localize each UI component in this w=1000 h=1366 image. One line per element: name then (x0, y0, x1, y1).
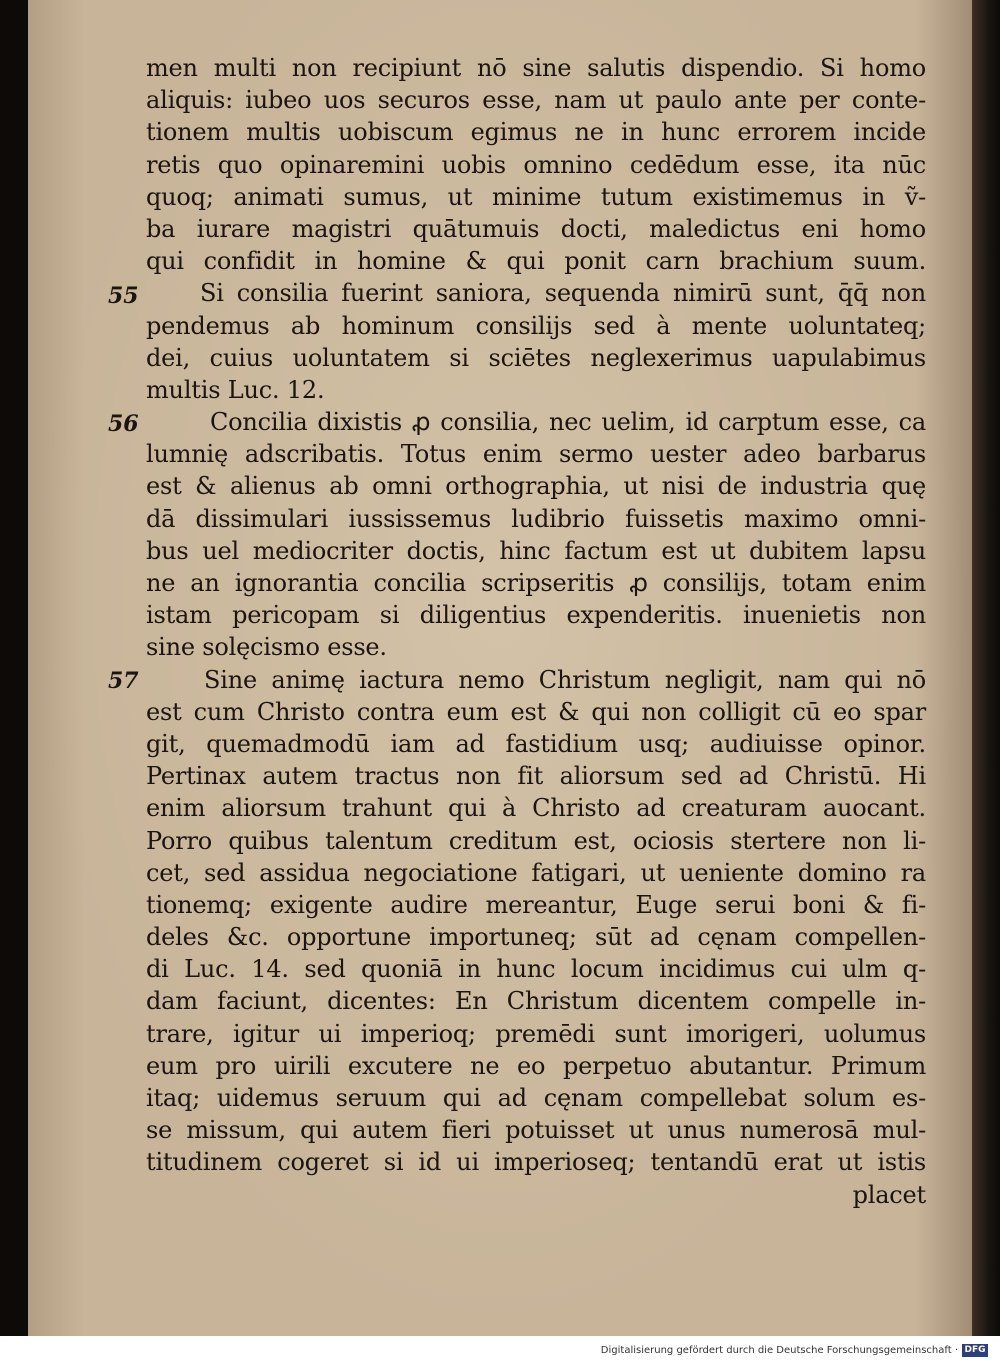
margin-number: 55 (108, 283, 139, 309)
text-line: lumnię adscribatis. Totus enim sermo uester adeo barbarus (146, 440, 926, 469)
text-line: est cum Christo contra eum est & qui non colligit cū eo spar (146, 697, 926, 726)
text-line: men multi non recipiunt nō sine salutis dispendio. Si homo (146, 54, 926, 82)
text-line: ne an ignorantia concilia scripseritis ꝓ consilijs, totam enim (146, 569, 926, 597)
text-line: eum pro uirili excutere ne eo perpetuo abutantur. Primum (146, 1051, 926, 1080)
text-line: tionem multis uobiscum egimus ne in hunc errorem incide (146, 118, 926, 147)
text-line: dam faciunt, dicentes: En Christum dicentem compelle in- (146, 987, 926, 1016)
text-line: ba iurare magistri quātumuis docti, maledictus eni homo (146, 214, 926, 243)
page-gutter (972, 0, 1000, 1336)
text-line: enim aliorsum trahunt qui à Christo ad creaturam auocant. (146, 794, 926, 823)
text-line: multis Luc. 12. (146, 375, 325, 404)
text-line: itaq; uidemus seruum qui ad cęnam compellebat solum es- (146, 1084, 926, 1112)
text-line: quoq; animati sumus, ut minime tutum existimemus in ṽ- (146, 182, 926, 211)
text-line: retis quo opinaremini uobis omnino cedēdum esse, ita nūc (146, 150, 926, 179)
text-line: sine solęcismo esse. (146, 633, 387, 662)
text-line: cet, sed assidua negociatione fatigari, ut ueniente domino ra (146, 858, 926, 887)
text-line: di Luc. 14. sed quoniā in hunc locum incidimus cui ulm q- (146, 955, 926, 984)
text-line: Pertinax autem tractus non fit aliorsum sed ad Christū. Hi (146, 762, 926, 791)
text-line: tionemq; exigente audire mereantur, Euge serui boni & fi- (146, 890, 926, 919)
footer-bar (0, 1336, 1000, 1366)
margin-number: 57 (108, 668, 139, 694)
text-line: dā dissimulari iussissemus ludibrio fuissetis maximo omni- (146, 504, 926, 533)
dfg-logo-icon: DFG (962, 1344, 988, 1357)
text-line: titudinem cogeret si id ui imperioseq; tentandū erat ut istis (146, 1148, 926, 1177)
footer-credit: Digitalisierung gefördert durch die Deutsche Forschungsgemeinschaft · (600, 1345, 958, 1356)
text-line: pendemus ab hominum consilijs sed à mente uoluntateq; (146, 311, 926, 340)
text-line: Si consilia fuerint saniora, sequenda nimirū sunt, q̄q̄ non (200, 279, 926, 308)
text-line: Sine animę iactura nemo Christum negligit, nam qui nō (204, 665, 926, 694)
text-line: deles &c. opportune importuneq; sūt ad cęnam compellen- (146, 923, 926, 952)
text-line: bus uel mediocriter doctis, hinc factum est ut dubitem lapsu (146, 536, 926, 565)
text-line: git, quemadmodū iam ad fastidium usq; audiuisse opinor. (146, 729, 926, 758)
text-line: trare, igitur ui imperioq; premēdi sunt imorigeri, uolumus (146, 1019, 926, 1048)
text-line: aliquis: iubeo uos securos esse, nam ut paulo ante per conte- (146, 86, 926, 115)
catchword: placet (852, 1180, 926, 1209)
body-text (146, 52, 926, 1211)
text-line: se missum, qui autem fieri potuisset ut unus numerosā mul- (146, 1116, 926, 1145)
text-line: Concilia dixistis ꝓ consilia, nec uelim, id carptum esse, ca (210, 408, 926, 437)
text-line: istam pericopam si diligentius expenderitis. inuenietis non (146, 601, 926, 630)
text-line: est & alienus ab omni orthographia, ut nisi de industria quę (146, 472, 926, 501)
text-line: qui confidit in homine & qui ponit carn brachium suum. (146, 247, 926, 276)
margin-number: 56 (108, 411, 139, 437)
text-line: Porro quibus talentum creditum est, ociosis stertere non li- (146, 826, 926, 855)
text-line: dei, cuius uoluntatem si sciētes neglexerimus uapulabimus (146, 343, 926, 372)
